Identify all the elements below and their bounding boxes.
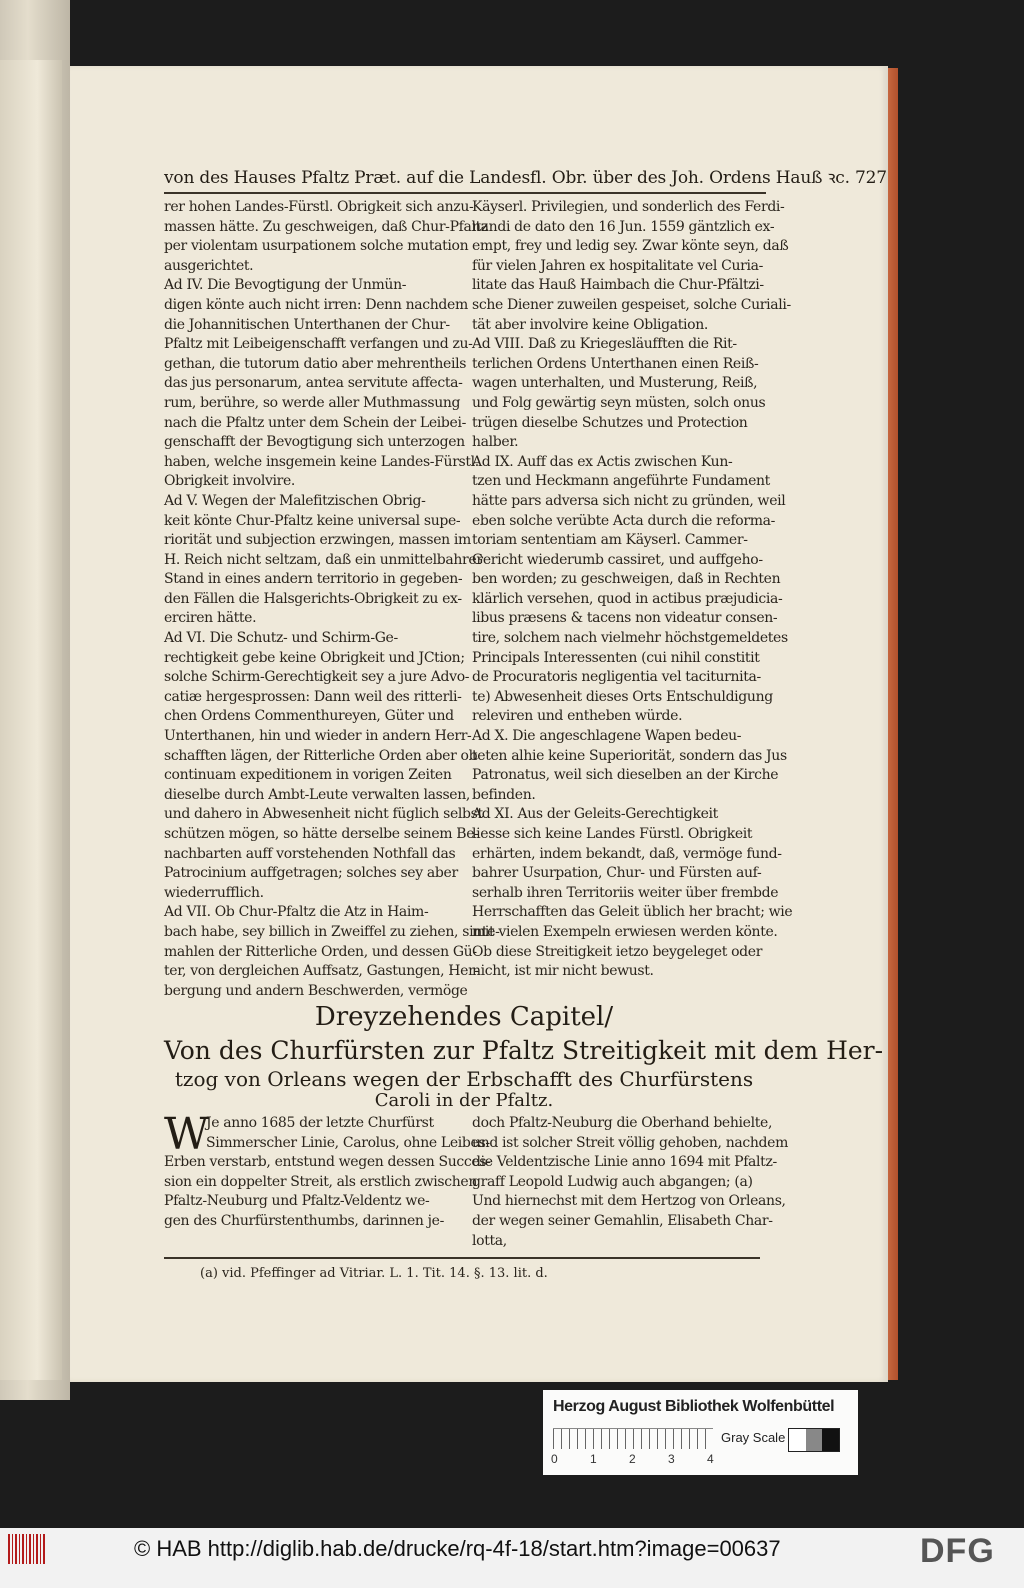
text-line: rechtigkeit gebe keine Obrigkeit und JCtion; — [164, 649, 465, 666]
text-line: Stand in eines andern territorio in gegeben- — [164, 571, 463, 588]
text-line: sche Diener zuweilen gespeiset, solche Curiali- — [472, 296, 791, 313]
text-line: für vielen Jahren ex hospitalitate vel Curia- — [472, 257, 763, 274]
text-line: und Folg gewärtig seyn müsten, solch onus — [472, 394, 766, 411]
text-line: Ad VI. Die Schutz- und Schirm-Ge- — [164, 630, 398, 647]
text-line: toriam sententiam am Käyserl. Cammer- — [472, 532, 748, 549]
text-line: litate das Hauß Haimbach die Chur-Pfältzi- — [472, 277, 764, 294]
running-header: von des Hauses Pfaltz Præt. auf die Landesfl. Obr. über des Joh. Ordens Hauß ꝛc. 727 — [164, 168, 887, 188]
body-text-line: Je anno 1685 der letzte Churfürst — [206, 1115, 434, 1131]
text-line: halber. — [472, 434, 519, 451]
text-line: nandi de dato den 16 Jun. 1559 gäntzlich ex- — [472, 218, 775, 235]
facing-page-edge — [0, 60, 62, 1380]
text-line: rer hohen Landes-Fürstl. Obrigkeit sich anzu- — [164, 199, 474, 215]
text-line: ben worden; zu geschweigen, daß in Rechten — [472, 571, 781, 588]
text-line: Pfaltz mit Leibeigenschafft verfangen und zu- — [164, 336, 473, 353]
text-line: klärlich versehen, quod in actibus præjudicia- — [472, 590, 783, 607]
text-line: Ob diese Streitigkeit ietzo beygeleget oder — [472, 943, 763, 960]
text-line: Ad VIII. Daß zu Kriegesläufften die Rit- — [472, 336, 737, 353]
text-line: liesse sich keine Landes Fürstl. Obrigkeit — [472, 826, 753, 842]
text-line: digen könte auch nicht irren: Denn nachdem — [164, 296, 468, 313]
body-text-line: doch Pfaltz-Neuburg die Oberhand behielte, — [472, 1115, 773, 1131]
right-text-column — [472, 198, 793, 982]
footnote: (a) vid. Pfeffinger ad Vitriar. L. 1. Tit. 14. §. 13. lit. d. — [200, 1266, 548, 1281]
body-text-line: die Veldentzische Linie anno 1694 mit Pfaltz- — [472, 1154, 777, 1171]
page-cut-edge — [888, 68, 898, 1380]
text-line: Ad XI. Aus der Geleits-Gerechtigkeit — [472, 806, 718, 823]
body-text-line: Pfaltz-Neuburg und Pfaltz-Veldentz we- — [164, 1193, 430, 1210]
body-left-column — [164, 1109, 491, 1232]
text-line: und dahero in Abwesenheit nicht füglich selbst — [164, 806, 483, 823]
header-rule — [164, 192, 766, 194]
text-line: empt, frey und ledig sey. Zwar könte seyn, daß — [472, 238, 789, 255]
body-text-line: und ist solcher Streit völlig gehoben, nachdem — [472, 1134, 788, 1151]
text-line: nachbarten auff vorstehenden Nothfall das — [164, 845, 456, 862]
text-line: nach die Pfaltz unter dem Schein der Leibei- — [164, 414, 466, 431]
body-text-line: Und hiernechst mit dem Hertzog von Orleans, — [472, 1193, 786, 1210]
text-line: continuam expeditionem in vorigen Zeiten — [164, 767, 452, 784]
text-line: nicht, ist mir nicht bewust. — [472, 963, 654, 980]
dfg-logo: DFG — [920, 1532, 995, 1570]
scale-ruler — [553, 1428, 713, 1449]
text-line: erciren hätte. — [164, 610, 257, 627]
text-line: schafften lägen, der Ritterliche Orden aber ob — [164, 747, 478, 764]
body-text-line: Simmerscher Linie, Carolus, ohne Leibes- — [206, 1134, 490, 1151]
text-line: Käyserl. Privilegien, und sonderlich des Ferdi- — [472, 199, 785, 215]
text-line: per violentam usurpationem solche mutation — [164, 238, 469, 255]
text-line: Ad IV. Die Bevogtigung der Unmün- — [164, 277, 407, 294]
body-text-line: der wegen seiner Gemahlin, Elisabeth Char- — [472, 1212, 773, 1229]
ruler-number: 4 — [707, 1452, 714, 1466]
text-line: tzen und Heckmann angeführte Fundament — [472, 473, 770, 490]
chapter-title-line-1: Von des Churfürsten zur Pfaltz Streitigkeit mit dem Her- — [164, 1036, 884, 1065]
text-line: catiæ hergesprossen: Dann weil des ritterli- — [164, 688, 462, 705]
text-line: Ad IX. Auff das ex Actis zwischen Kun- — [472, 453, 733, 470]
text-line: terlichen Ordens Unterthanen einen Reiß- — [472, 355, 759, 372]
text-line: trügen dieselbe Schutzes und Protection — [472, 414, 748, 431]
text-line: ausgerichtet. — [164, 257, 254, 274]
text-line: tät aber involvire keine Obligation. — [472, 316, 709, 333]
library-color-card — [543, 1390, 858, 1475]
text-line: gethan, die tutorum datio aber mehrentheils — [164, 355, 467, 372]
body-text-line: lotta, — [472, 1232, 507, 1249]
text-line: Obrigkeit involvire. — [164, 473, 296, 490]
text-line: wagen unterhalten, und Musterung, Reiß, — [472, 375, 758, 392]
text-line: die Johannitischen Unterthanen der Chur- — [164, 316, 450, 333]
text-line: releviren und entheben würde. — [472, 708, 683, 725]
ruler-number: 2 — [629, 1452, 636, 1466]
ruler-number: 3 — [668, 1452, 675, 1466]
text-line: solche Schirm-Gerechtigkeit sey a jure Advo- — [164, 669, 470, 686]
text-line: riorität und subjection erzwingen, massen im — [164, 532, 471, 549]
chapter-title-line-2: tzog von Orleans wegen der Erbschafft des Churfürstens — [174, 1067, 754, 1091]
ruler-numbers — [551, 1452, 746, 1466]
text-line: erhärten, indem bekandt, daß, vermöge fund- — [472, 845, 782, 862]
text-line: eben solche verübte Acta durch die reforma- — [472, 512, 776, 529]
body-text-line: gen des Churfürstenthumbs, darinnen je- — [164, 1212, 444, 1229]
text-line: tire, solchem nach vielmehr höchstgemeldetes — [472, 630, 788, 647]
hab-barcode-logo — [8, 1534, 46, 1564]
library-name: Herzog August Bibliothek Wolfenbüttel — [553, 1398, 835, 1415]
text-line: rum, berühre, so werde aller Muthmassung — [164, 394, 461, 411]
text-line: wiederrufflich. — [164, 884, 264, 901]
text-line: bach habe, sey billich in Zweiffel zu ziehen, sinte- — [164, 923, 500, 940]
text-line: hätte pars adversa sich nicht zu gründen, weil — [472, 492, 786, 509]
text-line: dieselbe durch Ambt-Leute verwalten lassen, — [164, 786, 470, 803]
text-line: Principals Interessenten (cui nihil constitit — [472, 649, 760, 666]
gray-scale-label: Gray Scale — [721, 1430, 786, 1445]
text-line: Ad X. Die angeschlagene Wapen bedeu- — [472, 728, 742, 745]
text-line: befinden. — [472, 786, 536, 803]
text-line: libus præsens & tacens non videatur consen- — [472, 610, 778, 627]
text-line: Ad V. Wegen der Malefitzischen Obrig- — [164, 492, 426, 509]
text-line: chen Ordens Commenthureyen, Güter und — [164, 708, 454, 725]
chapter-title-line-3: Caroli in der Pfaltz. — [374, 1090, 554, 1111]
source-url[interactable]: © HAB http://diglib.hab.de/drucke/rq-4f-18/start.htm?image=00637 — [134, 1536, 781, 1561]
text-line: keit könte Chur-Pfaltz keine universal supe- — [164, 512, 461, 529]
footnote-rule — [164, 1257, 760, 1259]
gray-scale-swatch — [788, 1428, 840, 1452]
text-line: schützen mögen, so hätte derselbe seinem Be- — [164, 826, 479, 842]
text-line: H. Reich nicht seltzam, daß ein unmittelbahrer — [164, 551, 483, 568]
text-line: den Fällen die Halsgerichts-Obrigkeit zu ex- — [164, 590, 462, 607]
drop-cap: W — [164, 1109, 210, 1160]
text-line: serhalb ihren Territoriis weiter über frembde — [472, 884, 779, 901]
text-line: Herrschafften das Geleit üblich her bracht; wie — [472, 904, 793, 921]
text-line: Ad VII. Ob Chur-Pfaltz die Atz in Haim- — [164, 904, 429, 921]
body-right-column — [472, 1114, 788, 1251]
text-line: de Procuratoris negligentia vel taciturnita- — [472, 669, 761, 686]
ruler-number: 0 — [551, 1452, 558, 1466]
text-line: Gericht wiederumb cassiret, und auffgeho- — [472, 551, 763, 568]
text-line: das jus personarum, antea servitute affecta- — [164, 375, 463, 392]
body-text-line: graff Leopold Ludwig auch abgangen; (a) — [472, 1173, 753, 1190]
text-line: Patrocinium auffgetragen; solches sey aber — [164, 865, 458, 882]
ruler-number: 1 — [590, 1452, 597, 1466]
text-line: massen hätte. Zu geschweigen, daß Chur-Pfaltz — [164, 218, 488, 235]
text-line: bergung und andern Beschwerden, vermöge — [164, 982, 468, 999]
text-line: genschafft der Bevogtigung sich unterzogen — [164, 434, 465, 451]
text-line: mahlen der Ritterliche Orden, und dessen Gü- — [164, 943, 477, 960]
text-line: teten alhie keine Superiorität, sondern das Jus — [472, 747, 787, 764]
chapter-number: Dreyzehendes Capitel/ — [314, 1002, 614, 1032]
text-line: haben, welche insgemein keine Landes-Fürstl. — [164, 453, 479, 470]
text-line: ter, von dergleichen Auffsatz, Gastungen, Her- — [164, 963, 479, 980]
text-line: bahrer Usurpation, Chur- und Fürsten auf- — [472, 865, 762, 882]
body-text-line: sion ein doppelter Streit, als erstlich zwischen — [164, 1173, 478, 1190]
text-line: Unterthanen, hin und wieder in andern Herr- — [164, 728, 472, 745]
body-text-line: Erben verstarb, entstund wegen dessen Succes- — [164, 1154, 491, 1171]
text-line: mit vielen Exempeln erwiesen werden könte. — [472, 923, 778, 940]
text-line: te) Abwesenheit dieses Orts Entschuldigung — [472, 688, 773, 705]
text-line: Patronatus, weil sich dieselben an der Kirche — [472, 767, 779, 784]
